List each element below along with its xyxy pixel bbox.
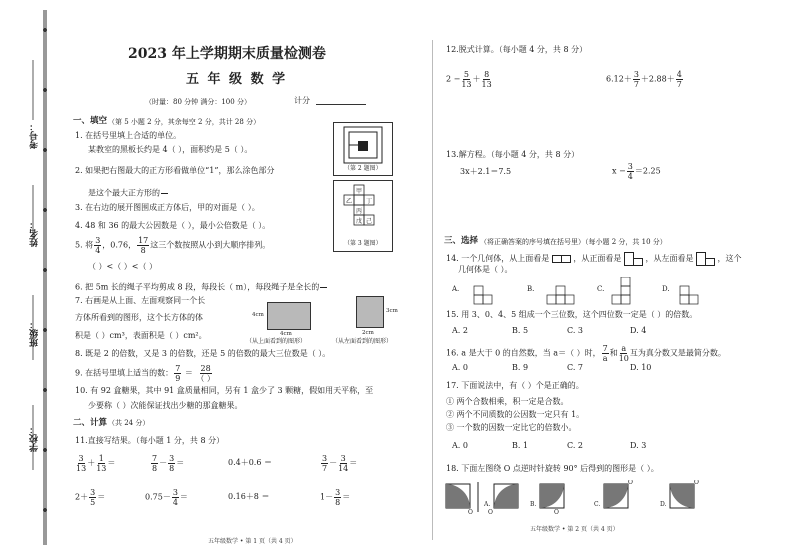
fig2-caption: （第 2 题图） [344,165,382,172]
q16: 16. a 是大于 0 的自然数，当 a＝（ ）时， $\frac{7}{a}$ 和 $\frac{a}{10}$ 互为真分数又是最简分数。 [446,344,726,363]
q18-rotation-figures [444,480,744,514]
q3-cube-net-diagram [334,181,392,239]
q11-item-6: 0.75－ $\frac{3}{4}$ ＝ [145,488,188,507]
q18: 18. 下面左图绕 O 点逆时针旋转 90° 后得到的图形是（ ）。 [446,464,659,473]
q2: 2. 如果把右图最大的正方形看做单位“1”，那么涂色部分 [75,166,275,175]
binding-lines [0,0,52,553]
section2-note: （共 24 分） [108,419,150,427]
q16-opt-c: C. 7 [567,363,584,372]
q15: 15. 用 3、0、4、5 组成一个三位数，这个四位数一定是（ ）的倍数。 [446,310,698,319]
q7: 7. 右画是从上面、左面观察同一个长 [75,296,206,305]
svg-text:O: O [694,480,699,486]
page-subtitle: 五 年 级 数 学 [186,72,288,87]
q14e: 几何体是（ ）。 [458,265,513,274]
q7b: 方体所看到的图形，这个长方体的体 [75,313,203,322]
q5: 5. 将 $\frac{3}{4}$ ，0.76， $\frac{17}{8}$ 这三个数按照从小到大顺序排列。 [75,236,271,255]
svg-text:戊: 戊 [356,218,363,225]
q11-item-8: 1－ $\frac{3}{8}$ ＝ [320,488,351,507]
score-blank[interactable] [316,104,366,105]
banji-label: 班级： [30,320,40,347]
q16-opt-b: B. 9 [512,363,529,372]
q9: 9. 在括号里填上适当的数： $\frac{7}{9}$ ＝ $\frac{28}{( )}$ [75,364,215,383]
svg-text:D.: D. [660,501,667,508]
section3-note: （将正确答案的序号填在括号里）（每小题 2 分，共 10 分） [480,238,667,246]
q4: 4. 48 和 36 的最大公因数是（ ），最小公倍数是（ ）。 [75,221,271,230]
left-view-caption: （从左面看到的图形） [332,338,393,345]
svg-text:C.: C. [594,501,601,508]
q17-statement-1: ① 两个合数相乘，积一定是合数。 [446,397,569,406]
left-view-bottom-dim: 2cm [362,330,374,336]
page-title: 2023 年上学期期末质量检测卷 [128,46,326,62]
top-view-left-dim: 4cm [252,312,264,318]
q13: 13.解方程。（每小题 4 分，共 8 分） [446,150,580,159]
fig3-caption: （第 3 题图） [344,240,382,247]
svg-text:A.: A. [452,285,460,293]
q8: 8. 既是 2 的倍数，又是 3 的倍数，还是 5 的倍数的最大三位数是（ ）。 [75,349,331,358]
q11-item-5: 2＋ $\frac{3}{5}$ ＝ [75,488,106,507]
q1: 1. 在括号里填上合适的单位。 [75,131,182,140]
left-view-rectangle [356,296,384,328]
svg-text:甲: 甲 [356,188,363,195]
q5-answer-line: （ ）<（ ）<（ ） [88,262,158,271]
right-footer: 五年级数学 • 第 2 页（共 4 页） [530,526,619,533]
left-view-right-dim: 3cm [386,308,398,314]
q15-opt-c: C. 3 [567,326,584,335]
q12-item-1: 2 − $\frac{5}{13}$ ＋ $\frac{8}{13}$ [446,70,492,89]
q10b: 少要称（ ）次能保证找出少糖的那盒糖果。 [88,401,243,410]
q14: 14. 一个几何体，从上面看是 ，从正面看是 ，从左面看是 ，这个 [446,252,742,266]
page-divider [432,40,433,540]
svg-text:乙: 乙 [346,198,353,205]
svg-text:丙: 丙 [356,208,363,215]
q6: 6. 把 5m 长的绳子平均剪成 8 段，每段长（ m），每段绳子是全长的 [75,278,328,297]
q11-item-7: 0.16＋8 ＝ [228,492,270,501]
q2b: 是这个最大正方形的 [88,184,169,203]
q13-item-2: x − $\frac{3}{4}$ ＝2.25 [612,162,661,181]
q11-item-3: 0.4＋0.6 ＝ [228,458,272,467]
q17-opt-a: A. 0 [452,441,468,450]
q17-opt-b: B. 1 [512,441,529,450]
xuexiao-label: 学校： [30,425,40,452]
svg-text:O: O [488,509,493,514]
q11: 11.直接写结果。（每小题 1 分，共 8 分） [75,436,225,445]
q17: 17. 下面说法中，有（ ）个是正确的。 [446,381,584,390]
q16-opt-d: D. 10 [630,363,652,372]
q17-statement-3: ③ 一个数的因数一定比它的倍数小。 [446,423,577,432]
svg-text:O: O [628,480,633,486]
q11-item-2: $\frac{7}{8}$ － $\frac{3}{8}$ ＝ [152,454,185,473]
q3: 3. 在右边的展开图围成正方体后，甲的对面是（ ）。 [75,203,260,212]
q17-opt-c: C. 2 [567,441,584,450]
binding-strip [0,0,52,553]
section3-title: 三、选择 [444,236,479,246]
kaohao-label: 考号： [30,122,40,149]
section1-title: 一、填空 [73,116,108,126]
svg-text:C.: C. [597,285,605,293]
q3-figure-frame [333,180,393,252]
top-view-caption: （从上面看到的图形） [246,338,307,345]
q14-options-3d-figures [452,277,732,307]
exam-meta: （时量：80 分钟 满分：100 分） [145,98,251,106]
q17-opt-d: D. 3 [630,441,647,450]
svg-text:O: O [468,509,473,514]
q15-opt-d: D. 4 [630,326,647,335]
left-footer: 五年级数学 • 第 1 页（共 4 页） [208,538,297,545]
q13-item-1: 3x＋2.1＝7.5 [460,167,512,176]
q15-opt-a: A. 2 [452,326,468,335]
svg-text:A.: A. [484,501,491,508]
q1b: 某教室的黑板长约是 4（ ），面积约是 5（ ）。 [88,145,253,154]
q15-opt-b: B. 5 [512,326,529,335]
svg-text:B.: B. [527,285,535,293]
q16-opt-a: A. 0 [452,363,468,372]
q11-item-4: $\frac{3}{7}$ － $\frac{3}{14}$ ＝ [322,454,358,473]
svg-text:己: 己 [366,218,373,225]
q12: 12.脱式计算。（每小题 4 分，共 8 分） [446,45,588,54]
q7c: 积是（ ）cm³，表面积是（ ）cm²。 [75,331,207,340]
top-view-bottom-dim: 4cm [280,331,292,337]
top-view-rectangle [267,302,311,330]
q10: 10. 有 92 盒糖果，其中 91 盒质量相同，另有 1 盒少了 3 颗糖，假如用天平称，至 [75,386,374,395]
section1-note: （第 5 小题 2 分，其余每空 2 分，共计 28 分） [108,118,261,126]
section2-title: 二、计算 [73,418,108,428]
xingming-label: 姓名： [30,220,40,247]
q11-item-1: $\frac{3}{13}$ ＋ $\frac{1}{13}$ ＝ [76,454,116,473]
svg-text:丁: 丁 [366,198,373,205]
svg-text:O: O [554,509,559,514]
svg-text:B.: B. [530,501,537,508]
q12-item-2: 6.12＋ $\frac{3}{7}$ ＋2.88＋ $\frac{4}{7}$ [606,70,682,89]
svg-text:D.: D. [662,285,670,293]
score-label: 计分 [294,96,310,105]
q2-figure-frame [333,122,393,176]
q17-statement-2: ② 两个不同质数的公因数一定只有 1。 [446,410,585,419]
